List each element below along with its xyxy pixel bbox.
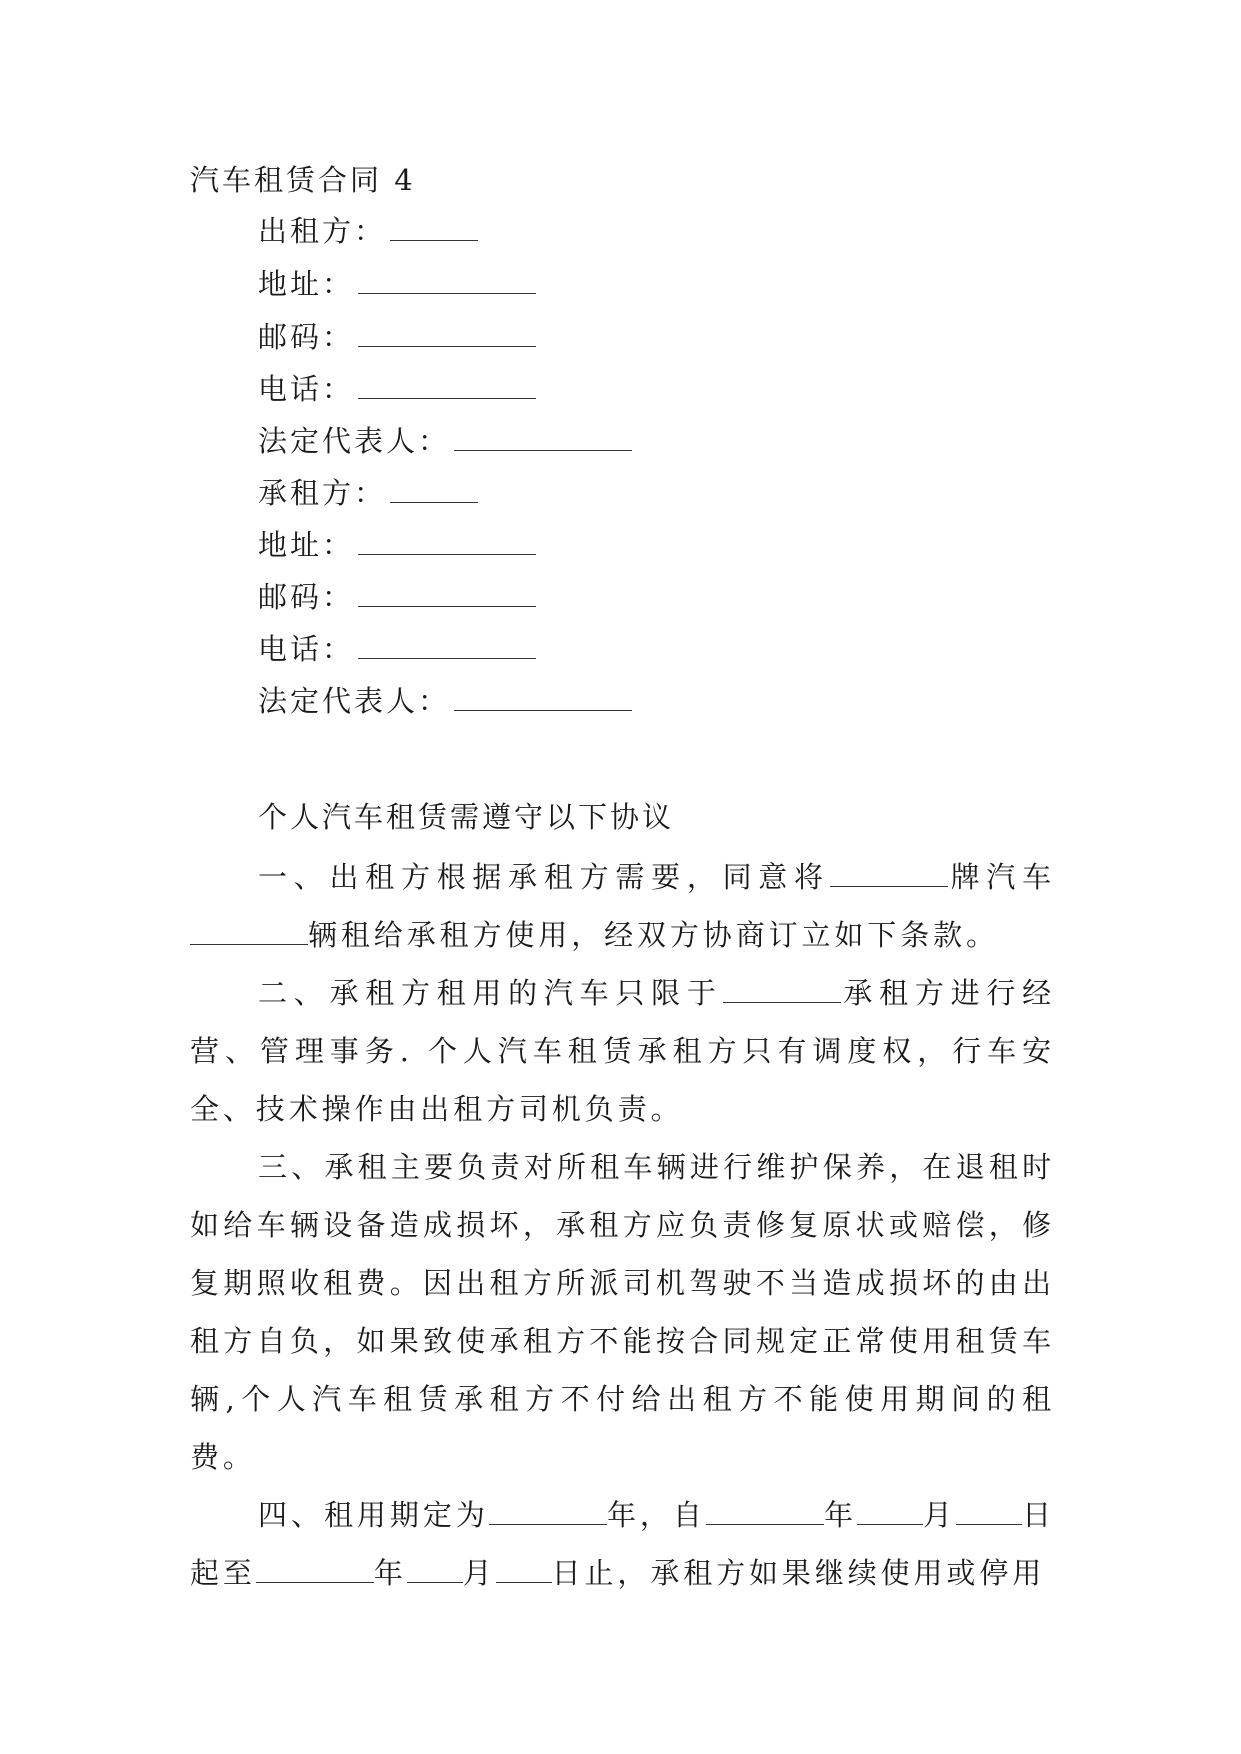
clause-3: 三、承租主要负责对所租车辆进行维护保养，在退租时如给车辆设备造成损坏，承租方应负责修复原状或赔偿，修复期照收租费。因出租方所派司机驾驶不当造成损坏的由出租方自负，如果致使承租方不能按合同规定正常使用租赁车辆,个人汽车租赁承租方不付给出租方不能使用期间的租费。 bbox=[190, 1150, 1055, 1474]
lessor-address-blank[interactable] bbox=[358, 265, 536, 294]
lessee-address-field bbox=[258, 523, 536, 564]
lessor-address-field bbox=[258, 262, 536, 303]
lessor-phone-blank[interactable] bbox=[358, 370, 536, 399]
lessor-address-label: 地址： bbox=[258, 267, 355, 301]
lessee-postcode-label: 邮码： bbox=[258, 580, 355, 614]
clause-2-scope-blank[interactable] bbox=[723, 972, 841, 1003]
clause-4-part-h: 日止，承租方如果继续使用或停用 bbox=[551, 1556, 1046, 1590]
clause-4-part-d: 月 bbox=[922, 1498, 957, 1532]
clause-4-start-year-blank[interactable] bbox=[706, 1494, 824, 1525]
clause-4-part-c: 年 bbox=[823, 1498, 857, 1532]
lessor-name-field bbox=[258, 209, 478, 250]
clause-4-years-blank[interactable] bbox=[489, 1494, 607, 1525]
lessee-legal-rep-blank[interactable] bbox=[454, 682, 632, 711]
lessor-legal-rep-field bbox=[258, 419, 632, 460]
clause-2-part-a: 二、承租方租用的汽车只限于 bbox=[258, 976, 723, 1010]
contract-clauses bbox=[190, 848, 1055, 1602]
clause-1 bbox=[190, 848, 1055, 964]
clause-1-part-b: 牌汽车 bbox=[947, 860, 1056, 894]
lessor-phone-field bbox=[258, 367, 536, 408]
agreement-intro: 个人汽车租赁需遵守以下协议 bbox=[258, 800, 675, 834]
lessor-name-blank[interactable] bbox=[390, 212, 478, 241]
clause-2-part-b: 承租方进行经营、管理事务. 个人汽车租赁承租方只有调度权，行车安全、技术操作由出租方司机负责。 bbox=[190, 976, 1055, 1126]
clause-4-part-f: 年 bbox=[373, 1556, 407, 1590]
clause-2 bbox=[190, 964, 1055, 1138]
lessee-phone-blank[interactable] bbox=[358, 630, 536, 659]
lessee-legal-rep-field bbox=[258, 679, 632, 720]
clause-1-plate-blank[interactable] bbox=[830, 856, 948, 887]
clause-1-part-a: 一、出租方根据承租方需要，同意将 bbox=[258, 860, 830, 894]
lessor-legal-rep-blank[interactable] bbox=[454, 422, 632, 451]
clause-1-part-c: 辆租给承租方使用，经双方协商订立如下条款。 bbox=[308, 918, 999, 952]
lessee-name-label: 承租方： bbox=[258, 476, 387, 510]
clause-4-part-g: 月 bbox=[462, 1556, 496, 1590]
lessor-phone-label: 电话： bbox=[258, 372, 355, 406]
lessee-postcode-blank[interactable] bbox=[358, 578, 536, 607]
clause-4-end-day-blank[interactable] bbox=[496, 1552, 552, 1583]
lessor-name-label: 出租方： bbox=[258, 214, 387, 248]
clause-4-part-a: 四、租用期定为 bbox=[258, 1498, 489, 1532]
clause-4-part-e: 日起至 bbox=[190, 1498, 1055, 1590]
lessor-legal-rep-label: 法定代表人： bbox=[258, 424, 451, 458]
lessor-postcode-field bbox=[258, 315, 536, 356]
clause-1-count-blank[interactable] bbox=[190, 914, 308, 945]
lessee-legal-rep-label: 法定代表人： bbox=[258, 684, 451, 718]
clause-4-end-year-blank[interactable] bbox=[256, 1552, 374, 1583]
clause-4-end-month-blank[interactable] bbox=[407, 1552, 463, 1583]
lessee-phone-label: 电话： bbox=[258, 632, 355, 666]
lessee-phone-field bbox=[258, 627, 536, 668]
clause-4-part-b: 年，自 bbox=[606, 1498, 706, 1532]
lessee-address-label: 地址： bbox=[258, 528, 355, 562]
lessee-address-blank[interactable] bbox=[358, 526, 536, 555]
clause-4-start-day-blank[interactable] bbox=[956, 1494, 1022, 1525]
document-title: 汽车租赁合同 4 bbox=[190, 163, 416, 197]
clause-4 bbox=[190, 1486, 1055, 1602]
lessor-postcode-label: 邮码： bbox=[258, 320, 355, 354]
lessee-name-field bbox=[258, 471, 478, 512]
lessor-postcode-blank[interactable] bbox=[358, 318, 536, 347]
lessee-postcode-field bbox=[258, 575, 536, 616]
lessee-name-blank[interactable] bbox=[390, 474, 478, 503]
clause-4-start-month-blank[interactable] bbox=[857, 1494, 923, 1525]
